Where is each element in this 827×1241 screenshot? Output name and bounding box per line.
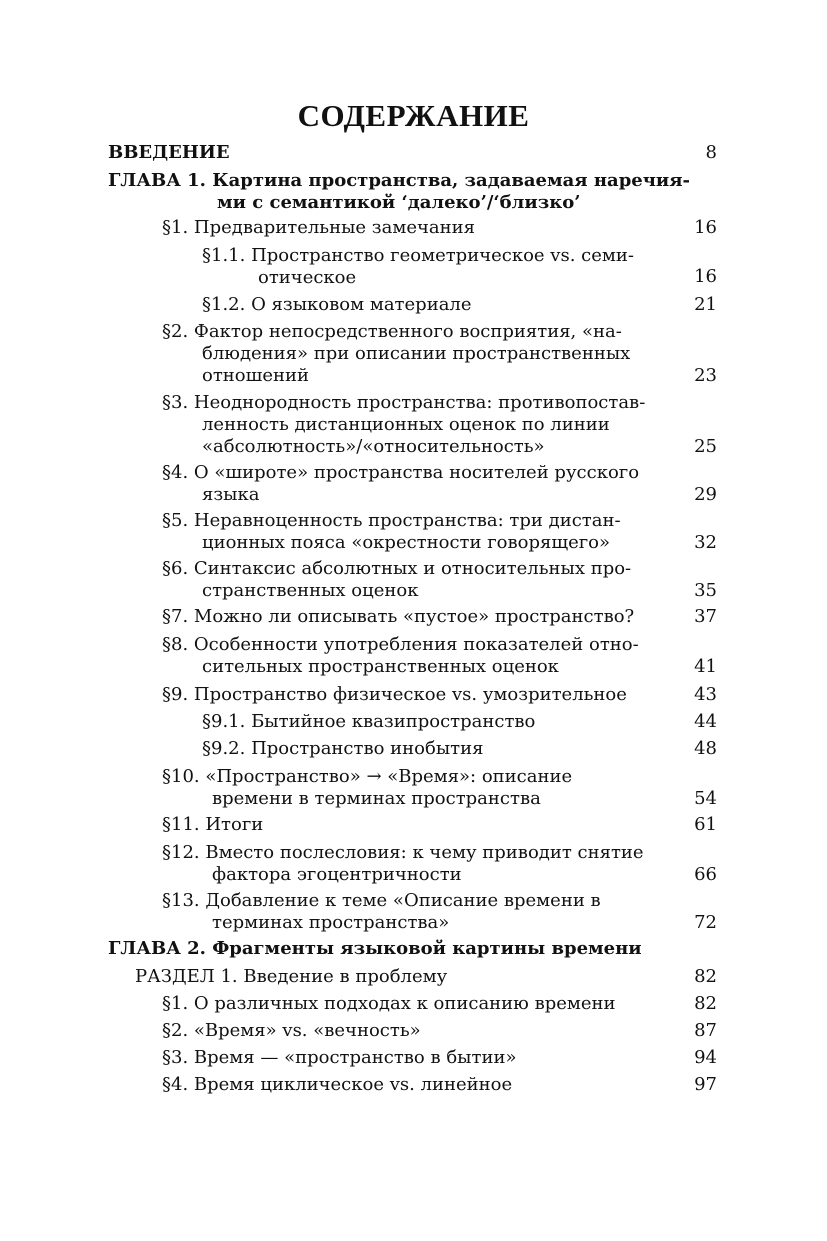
- toc-page-number: 29: [694, 484, 717, 505]
- toc-entry-part-1-section-2[interactable]: [162, 1020, 421, 1042]
- toc-entry-text: ционных пояса «окрестности говорящего»: [202, 532, 611, 553]
- toc-entry-section-13[interactable]: [162, 890, 601, 934]
- toc-entry-text: §9.1. Бытийное квазипространство: [202, 711, 536, 732]
- toc-entry-text: отношений: [202, 365, 310, 386]
- toc-entry-text: фактора эгоцентричности: [212, 864, 462, 885]
- toc-page-number: 66: [694, 864, 717, 885]
- toc-entry-text: терминах пространства»: [212, 912, 450, 933]
- toc-entry-chapter-1[interactable]: [108, 170, 690, 214]
- toc-page-number: 72: [694, 912, 717, 933]
- toc-page-number: 16: [694, 217, 717, 238]
- toc-entry-text: §4. Время циклическое vs. линейное: [162, 1074, 513, 1095]
- toc-entry-text: §12. Вместо послесловия: к чему приводит снятие: [162, 842, 644, 863]
- toc-entry-text: ГЛАВА 2. Фрагменты языковой картины времени: [108, 938, 642, 959]
- toc-entry-section-2[interactable]: [162, 321, 630, 387]
- toc-entry-section-4[interactable]: [162, 462, 639, 506]
- toc-entry-introduction[interactable]: [108, 142, 230, 164]
- toc-entry-text: §6. Синтаксис абсолютных и относительных про-: [162, 558, 632, 579]
- toc-page-number: 41: [694, 656, 717, 677]
- toc-page-number: 54: [694, 788, 717, 809]
- toc-entry-text: «абсолютность»/«относительность»: [202, 436, 545, 457]
- toc-entry-text: §1.2. О языковом материале: [202, 294, 472, 315]
- toc-page-number: 97: [694, 1074, 717, 1095]
- toc-entry-part-1-section-4[interactable]: [162, 1074, 512, 1096]
- toc-page-number: 16: [694, 266, 717, 287]
- toc-entry-subsection-1-2[interactable]: [202, 294, 472, 316]
- toc-page-number: 32: [694, 532, 717, 553]
- toc-entry-subsection-9-1[interactable]: [202, 711, 535, 733]
- toc-entry-text: §1. Предварительные замечания: [162, 217, 475, 238]
- toc-page-number: 44: [694, 711, 717, 732]
- toc-entry-section-5[interactable]: [162, 510, 621, 554]
- toc-entry-text: §11. Итоги: [162, 814, 264, 835]
- toc-entry-text: §8. Особенности употребления показателей отно-: [162, 634, 639, 655]
- toc-entry-text: языка: [202, 484, 260, 505]
- toc-entry-text: §10. «Пространство» → «Время»: описание: [162, 766, 573, 787]
- toc-entry-part-1[interactable]: [135, 966, 447, 988]
- toc-entry-text: ленность дистанционных оценок по линии: [202, 414, 610, 435]
- page-title: СОДЕРЖАНИЕ: [297, 98, 530, 133]
- toc-page-number: 82: [694, 966, 717, 987]
- toc-page-number: 37: [694, 606, 717, 627]
- toc-entry-text: РАЗДЕЛ 1. Введение в проблему: [135, 966, 448, 987]
- toc-page-number: 87: [694, 1020, 717, 1041]
- toc-page-number: 8: [705, 142, 717, 163]
- toc-entry-text: сительных пространственных оценок: [202, 656, 559, 677]
- toc-entry-text: §3. Неоднородность пространства: противопостав-: [162, 392, 646, 413]
- toc-entry-text: §13. Добавление к теме «Описание времени в: [162, 890, 601, 911]
- toc-entry-text: §3. Время — «пространство в бытии»: [162, 1047, 517, 1068]
- toc-page-number: 21: [694, 294, 717, 315]
- toc-entry-section-11[interactable]: [162, 814, 263, 836]
- toc-entry-text: §2. Фактор непосредственного восприятия, «на-: [162, 321, 622, 342]
- toc-entry-section-1[interactable]: [162, 217, 475, 239]
- toc-entry-text: §1. О различных подходах к описанию времени: [162, 993, 616, 1014]
- toc-entry-text: времени в терминах пространства: [212, 788, 541, 809]
- toc-entry-text: отическое: [258, 267, 357, 288]
- toc-entry-text: §9. Пространство физическое vs. умозрительное: [162, 684, 627, 705]
- toc-entry-section-3[interactable]: [162, 392, 645, 458]
- toc-entry-text: §5. Неравноценность пространства: три дистан-: [162, 510, 621, 531]
- toc-entry-section-6[interactable]: [162, 558, 631, 602]
- toc-entry-text: ми с семантикой ‘далеко’/‘близко’: [217, 192, 581, 213]
- toc-entry-text: §1.1. Пространство геометрическое vs. семи-: [202, 245, 634, 266]
- toc-page-number: 43: [694, 684, 717, 705]
- toc-entry-text: странственных оценок: [202, 580, 419, 601]
- toc-entry-text: ВВЕДЕНИЕ: [108, 142, 230, 163]
- toc-entry-text: §9.2. Пространство инобытия: [202, 738, 484, 759]
- toc-page-number: 23: [694, 365, 717, 386]
- toc-entry-section-8[interactable]: [162, 634, 639, 678]
- toc-entry-section-10[interactable]: [162, 766, 572, 810]
- toc-entry-text: §2. «Время» vs. «вечность»: [162, 1020, 421, 1041]
- toc-entry-chapter-2[interactable]: [108, 938, 642, 960]
- toc-page-number: 61: [694, 814, 717, 835]
- toc-entry-text: §4. О «широте» пространства носителей русского: [162, 462, 640, 483]
- toc-entry-section-7[interactable]: [162, 606, 634, 628]
- toc-page-number: 94: [694, 1047, 717, 1068]
- toc-page-number: 25: [694, 436, 717, 457]
- toc-page-number: 35: [694, 580, 717, 601]
- toc-entry-subsection-9-2[interactable]: [202, 738, 483, 760]
- toc-page-number: 82: [694, 993, 717, 1014]
- toc-entry-section-12[interactable]: [162, 842, 644, 886]
- toc-entry-text: блюдения» при описании пространственных: [202, 343, 631, 364]
- toc-entry-section-9[interactable]: [162, 684, 627, 706]
- toc-entry-part-1-section-1[interactable]: [162, 993, 616, 1015]
- toc-entry-part-1-section-3[interactable]: [162, 1047, 516, 1069]
- toc-entry-subsection-1-1[interactable]: [202, 245, 634, 289]
- toc-page-number: 48: [694, 738, 717, 759]
- toc-entry-text: ГЛАВА 1. Картина пространства, задаваемая наречия-: [108, 170, 691, 191]
- toc-entry-text: §7. Можно ли описывать «пустое» пространство?: [162, 606, 635, 627]
